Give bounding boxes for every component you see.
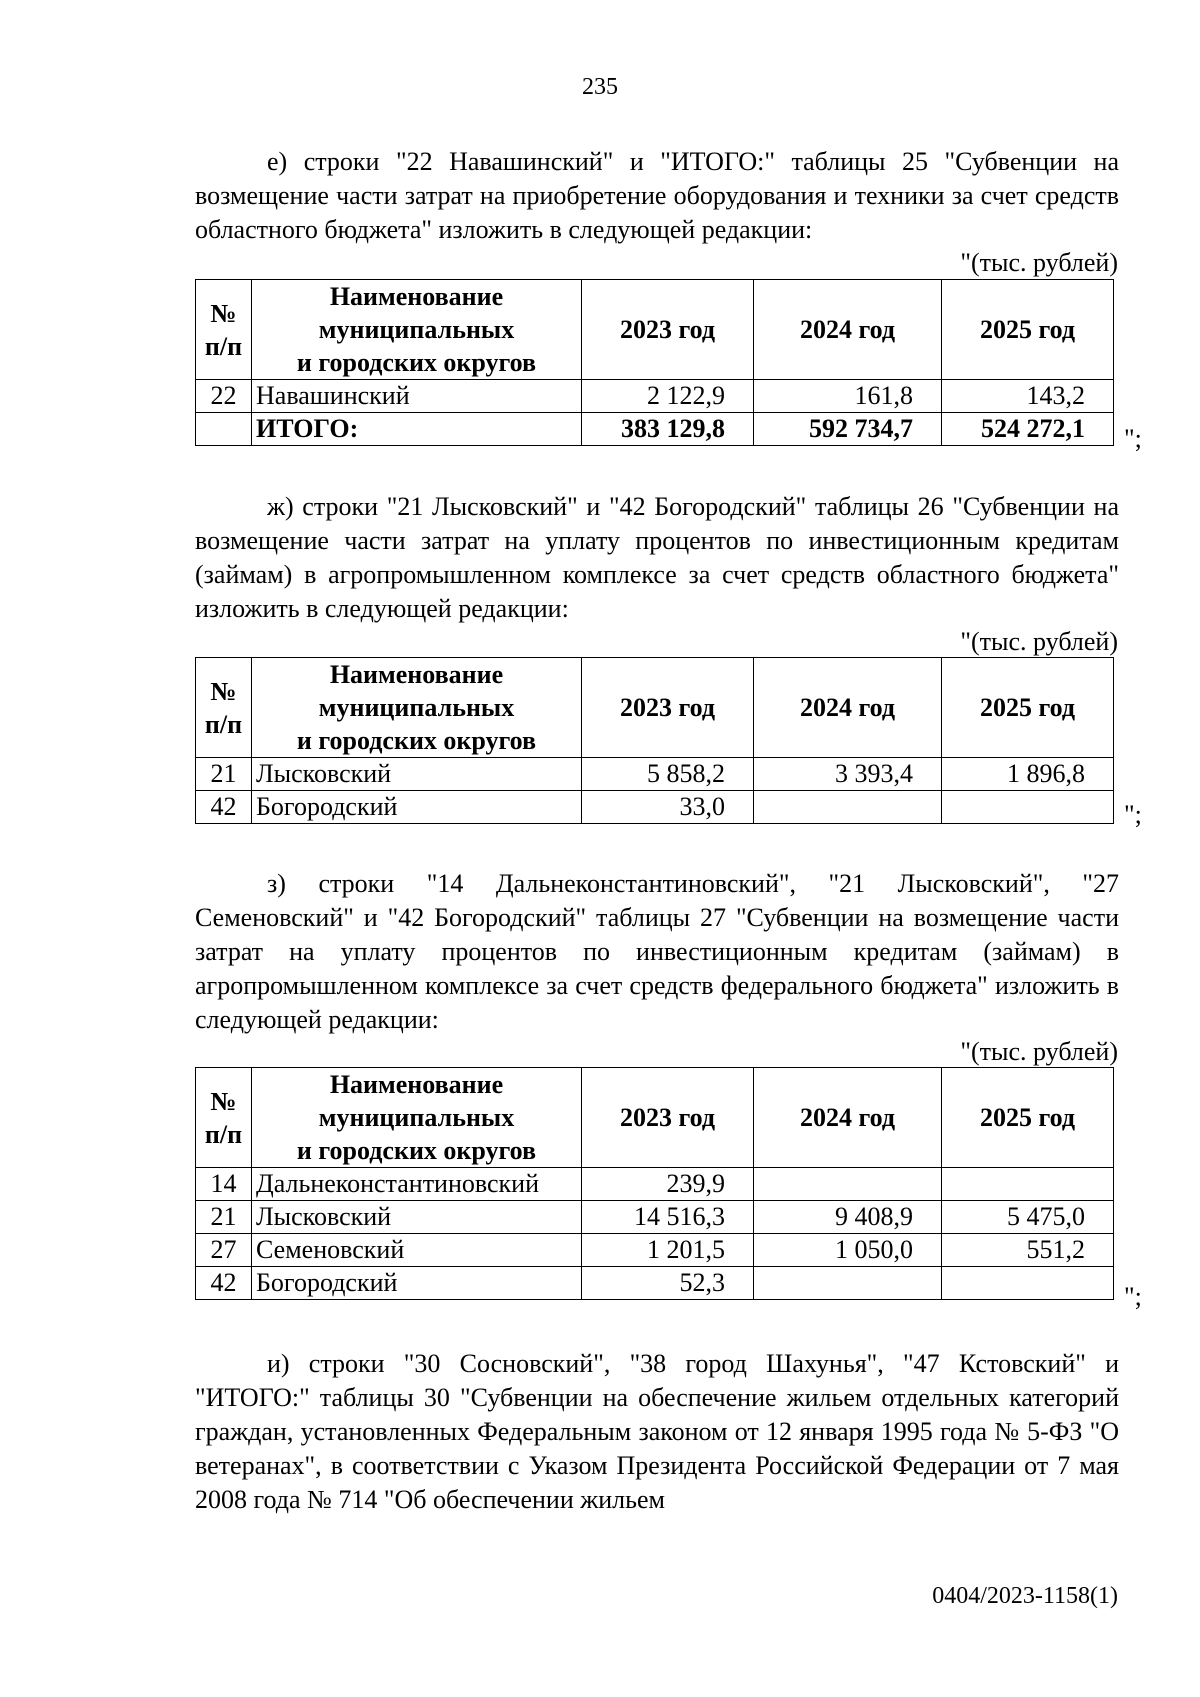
header-no: № п/п: [196, 1068, 252, 1168]
paragraph-section-i: [195, 1347, 1119, 1517]
header-no: № п/п: [196, 658, 252, 758]
units-label: "(тыс. рублей): [960, 627, 1118, 656]
table-row: [196, 1267, 1114, 1300]
cell-no: 42: [196, 1267, 252, 1300]
cell-2025: 143,2: [942, 380, 1114, 413]
cell-2023: 33,0: [582, 791, 754, 824]
cell-2023: 5 858,2: [582, 758, 754, 791]
cell-2023: 383 129,8: [582, 413, 754, 446]
cell-name: Богородский: [252, 1267, 582, 1300]
cell-no: [196, 413, 252, 446]
paragraph-text: и) строки "30 Сосновский", "38 город Шахунья", "47 Кстовский" и "ИТОГО:" таблицы 30 "Субвенции на обеспечение жильем отдельных категорий граждан, установленных Федеральным законом от 12 января 1995 года № 5-ФЗ "О ветеранах", в соответствии с Указом Президента Российской Федерации от 7 мая 2008 года № 714 "Об обеспечении жильем: [195, 1349, 1119, 1514]
cell-name: Семеновский: [252, 1234, 582, 1267]
table-26: [195, 657, 1114, 824]
table-row-total: [196, 413, 1114, 446]
table-closer: ";: [1124, 800, 1142, 829]
header-2025: 2025 год: [942, 658, 1114, 758]
header-2025: 2025 год: [942, 280, 1114, 380]
table-row: [196, 758, 1114, 791]
header-2024: 2024 год: [754, 280, 942, 380]
header-2025: 2025 год: [942, 1068, 1114, 1168]
table-27: [195, 1067, 1114, 1300]
cell-name: Богородский: [252, 791, 582, 824]
table-closer: ";: [1124, 1282, 1142, 1311]
header-name: Наименование муниципальных и городских округов: [252, 658, 582, 758]
table-row: [196, 1201, 1114, 1234]
cell-no: 21: [196, 758, 252, 791]
header-2024: 2024 год: [754, 1068, 942, 1168]
table-closer: ";: [1124, 424, 1142, 453]
cell-2024: 1 050,0: [754, 1234, 942, 1267]
cell-2024: [754, 791, 942, 824]
cell-2023: 239,9: [582, 1168, 754, 1201]
table-row: [196, 1168, 1114, 1201]
table-header-row: [196, 658, 1114, 758]
cell-no: 27: [196, 1234, 252, 1267]
paragraph-section-e: [195, 145, 1119, 247]
cell-2025: 5 475,0: [942, 1201, 1114, 1234]
cell-2023: 2 122,9: [582, 380, 754, 413]
page-number: 235: [582, 74, 618, 100]
cell-no: 21: [196, 1201, 252, 1234]
cell-name: Лысковский: [252, 1201, 582, 1234]
header-2023: 2023 год: [582, 280, 754, 380]
table-row: [196, 380, 1114, 413]
cell-2023: 1 201,5: [582, 1234, 754, 1267]
cell-2023: 52,3: [582, 1267, 754, 1300]
cell-2025: [942, 791, 1114, 824]
units-label: "(тыс. рублей): [960, 1037, 1118, 1066]
cell-2025: [942, 1168, 1114, 1201]
document-code: 0404/2023-1158(1): [932, 1583, 1118, 1609]
cell-no: 22: [196, 380, 252, 413]
cell-name: Навашинский: [252, 380, 582, 413]
header-name: Наименование муниципальных и городских округов: [252, 1068, 582, 1168]
cell-2025: [942, 1267, 1114, 1300]
table-header-row: [196, 1068, 1114, 1168]
table-row: [196, 1234, 1114, 1267]
cell-no: 14: [196, 1168, 252, 1201]
cell-2024: 9 408,9: [754, 1201, 942, 1234]
cell-no: 42: [196, 791, 252, 824]
table-25: [195, 279, 1114, 446]
cell-2024: 3 393,4: [754, 758, 942, 791]
header-2023: 2023 год: [582, 1068, 754, 1168]
units-label: "(тыс. рублей): [960, 248, 1118, 277]
paragraph-section-z: [195, 867, 1119, 1037]
paragraph-section-zh: [195, 490, 1119, 626]
paragraph-text: е) строки "22 Навашинский" и "ИТОГО:" таблицы 25 "Субвенции на возмещение части затрат на приобретение оборудования и техники за счет средств областного бюджета" изложить в следующей редакции:: [195, 147, 1119, 244]
cell-name: Лысковский: [252, 758, 582, 791]
header-no: № п/п: [196, 280, 252, 380]
cell-name: Дальнеконстантиновский: [252, 1168, 582, 1201]
cell-2025: 1 896,8: [942, 758, 1114, 791]
header-2023: 2023 год: [582, 658, 754, 758]
paragraph-text: з) строки "14 Дальнеконстантиновский", "21 Лысковский", "27 Семеновский" и "42 Богородский" таблицы 27 "Субвенции на возмещение части затрат на уплату процентов по инвестиционным кредитам (займам) в агропромышленном комплексе за счет средств федерального бюджета" изложить в следующей редакции:: [195, 869, 1119, 1034]
paragraph-text: ж) строки "21 Лысковский" и "42 Богородский" таблицы 26 "Субвенции на возмещение части затрат на уплату процентов по инвестиционным кредитам (займам) в агропромышленном комплексе за счет средств областного бюджета" изложить в следующей редакции:: [195, 492, 1119, 623]
table-header-row: [196, 280, 1114, 380]
header-2024: 2024 год: [754, 658, 942, 758]
cell-2025: 551,2: [942, 1234, 1114, 1267]
cell-name: ИТОГО:: [252, 413, 582, 446]
cell-2024: 161,8: [754, 380, 942, 413]
cell-2023: 14 516,3: [582, 1201, 754, 1234]
table-row: [196, 791, 1114, 824]
cell-2025: 524 272,1: [942, 413, 1114, 446]
header-name: Наименование муниципальных и городских округов: [252, 280, 582, 380]
cell-2024: 592 734,7: [754, 413, 942, 446]
cell-2024: [754, 1168, 942, 1201]
cell-2024: [754, 1267, 942, 1300]
